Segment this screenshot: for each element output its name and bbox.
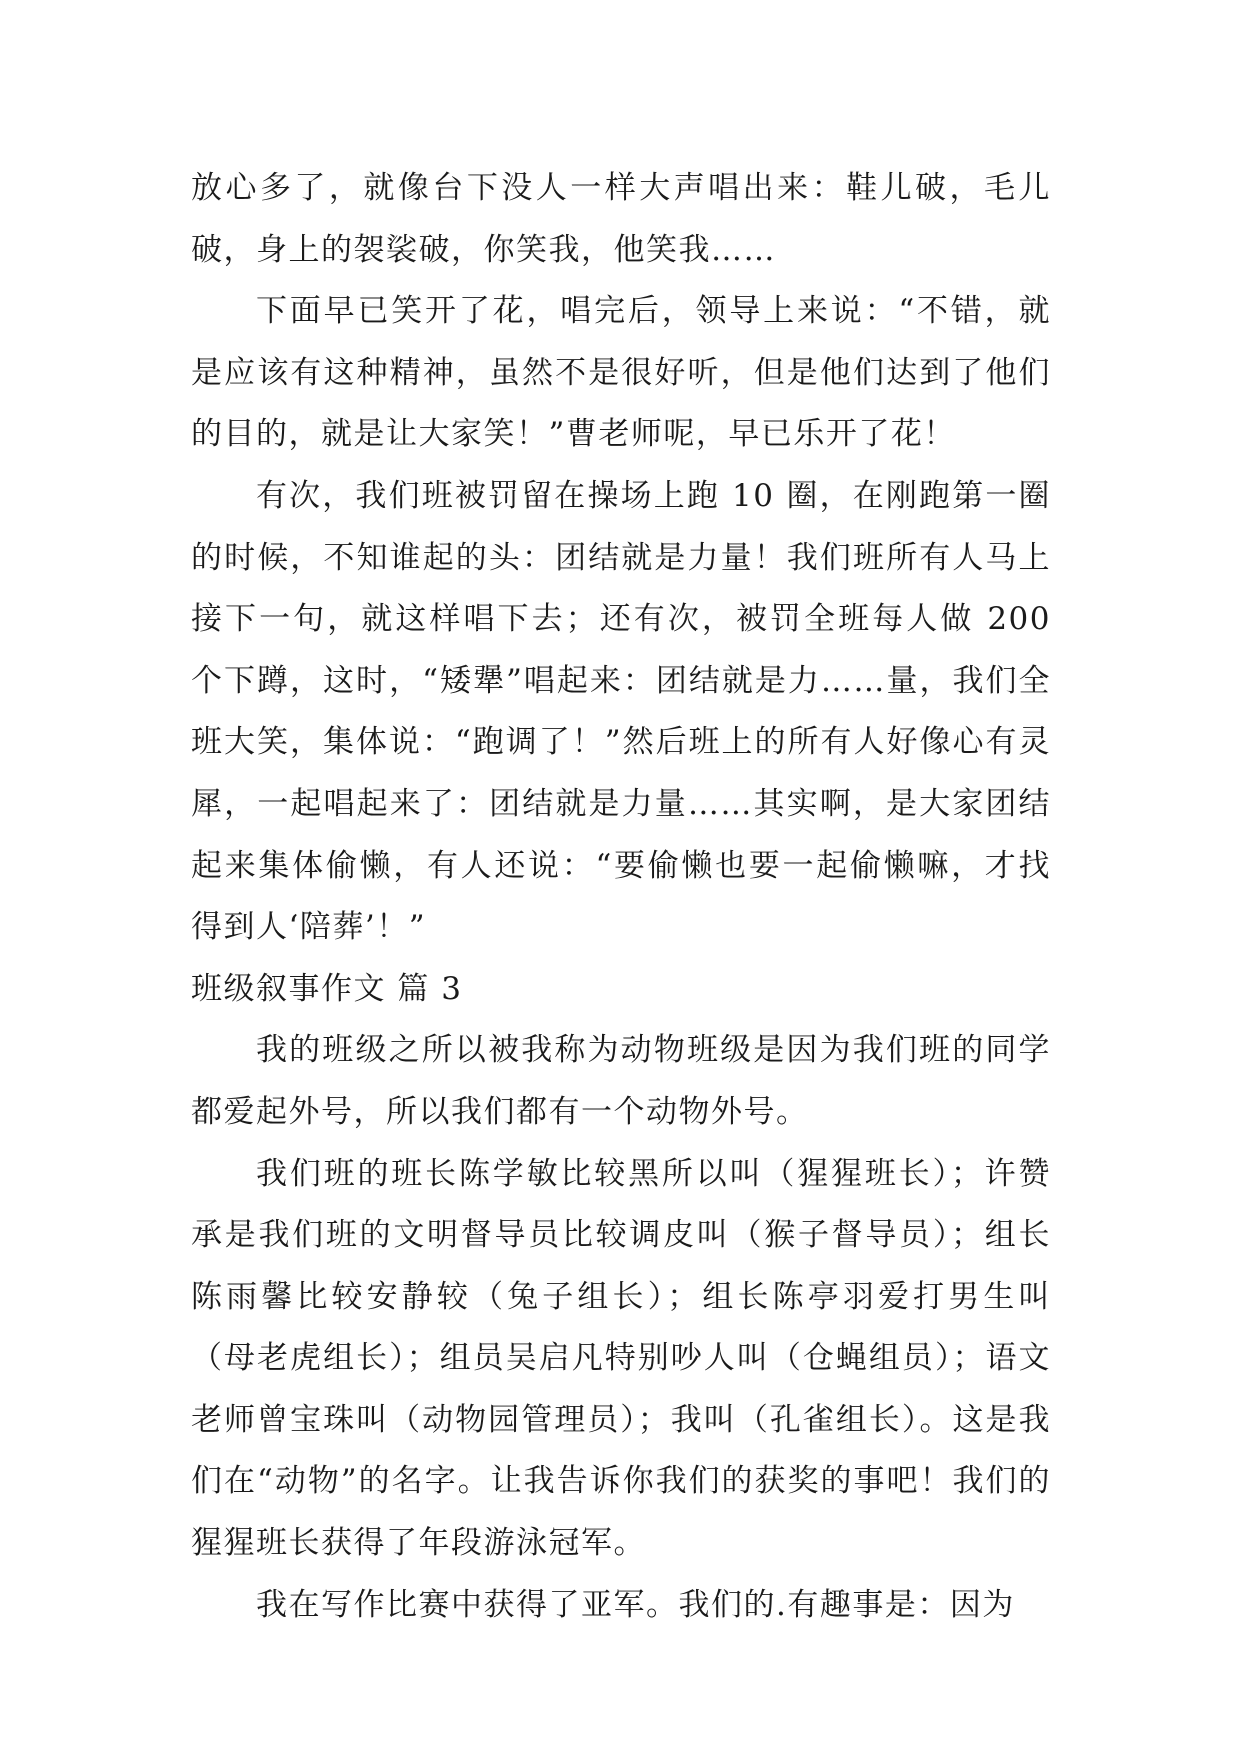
paragraph-4: 我的班级之所以被我称为动物班级是因为我们班的同学都爱起外号，所以我们都有一个动物外号。 [191, 1032, 1051, 1130]
document-body [191, 158, 1051, 1636]
paragraph-2: 下面早已笑开了花，唱完后，领导上来说：“不错，就是应该有这种精神，虽然不是很好听，但是他们达到了他们的目的，就是让大家笑！”曹老师呢，早已乐开了花！ [191, 293, 1051, 453]
paragraph-1: 放心多了，就像台下没人一样大声唱出来：鞋儿破，毛儿破，身上的袈裟破，你笑我，他笑我…… [191, 170, 1051, 268]
paragraph-6: 我在写作比赛中获得了亚军。我们的.有趣事是：因为 [256, 1586, 1015, 1623]
paragraph-5: 我们班的班长陈学敏比较黑所以叫（猩猩班长）；许赞承是我们班的文明督导员比较调皮叫（猴子督导员）；组长陈雨馨比较安静较（兔子组长）；组长陈亭羽爱打男生叫（母老虎组长）；组员吴启凡特别吵人叫（仓蝇组员）；语文老师曾宝珠叫（动物园管理员）；我叫（孔雀组长）。这是我们在“动物”的名字。让我告诉你我们的获奖的事吧！我们的猩猩班长获得了年段游泳冠军。 [191, 1155, 1051, 1562]
section-title: 班级叙事作文 篇 3 [191, 970, 463, 1007]
paragraph-3: 有次，我们班被罚留在操场上跑 10 圈，在刚跑第一圈的时候，不知谁起的头：团结就是力量！我们班所有人马上接下一句，就这样唱下去；还有次，被罚全班每人做 200 个下蹲，这时，“矮犟”唱起来：团结就是力……量，我们全班大笑，集体说：“跑调了！”然后班上的所有人好像心有灵犀，一起唱起来了：团结就是力量……其实啊，是大家团结起来集体偷懒，有人还说：“要偷懒也要一起偷懒嘛，才找得到人‘陪葬’！” [191, 477, 1051, 946]
